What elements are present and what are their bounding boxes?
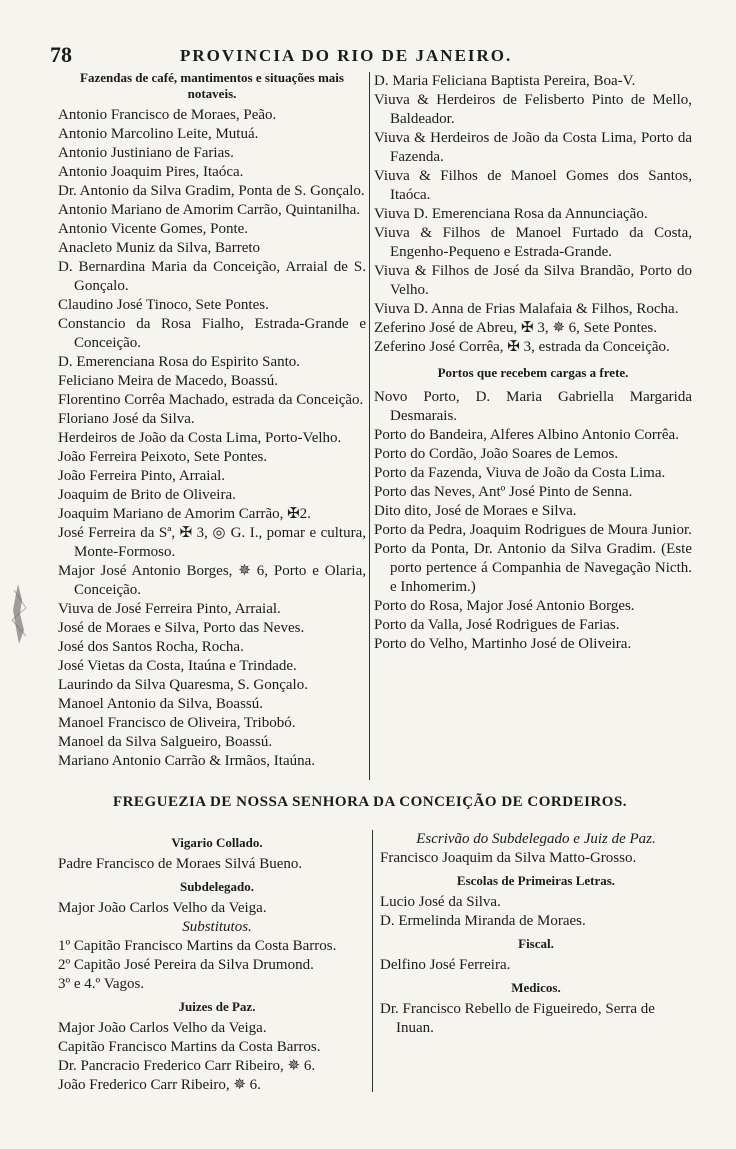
list-item: Dr. Pancracio Frederico Carr Ribeiro, ✵ 6. — [58, 1058, 316, 1074]
list-item: Constancio da Rosa Fialho, Estrada-Grande e Conceição. — [58, 316, 366, 351]
juizes-heading: Juizes de Paz. — [178, 999, 256, 1014]
list-item: Antonio Joaquim Pires, Itaóca. — [58, 164, 244, 180]
subdelegado-name: Major João Carlos Velho da Veiga. — [58, 900, 267, 916]
parish-title: FREGUEZIA DE NOSSA SENHORA DA CONCEIÇÃO DE CORDEIROS. — [112, 794, 628, 810]
list-item: D. Maria Feliciana Baptista Pereira, Boa-V. — [374, 73, 636, 89]
list-item: Porto do Velho, Martinho José de Oliveira. — [374, 636, 632, 652]
list-item: D. Bernardina Maria da Conceição, Arraial de S. Gonçalo. — [58, 259, 366, 294]
list-item: Manoel Antonio da Silva, Boassú. — [58, 696, 263, 712]
list-item: Capitão Francisco Martins da Costa Barros. — [58, 1039, 321, 1055]
column-divider — [372, 830, 373, 1092]
list-item: Zeferino José de Abreu, ✠ 3, ✵ 6, Sete Pontes. — [374, 320, 658, 336]
list-item: Porto da Valla, José Rodrigues de Farias. — [374, 617, 620, 633]
list-item: Viuva D. Emerenciana Rosa da Annunciação. — [374, 206, 648, 222]
list-item: Herdeiros de João da Costa Lima, Porto-Velho. — [58, 430, 342, 446]
list-item: Viuva de José Ferreira Pinto, Arraial. — [58, 601, 281, 617]
list-item: Manoel da Silva Salgueiro, Boassú. — [58, 734, 273, 750]
estates-heading: Fazendas de café, mantimentos e situações mais notaveis. — [80, 70, 344, 101]
column-divider — [369, 72, 370, 780]
list-item: Florentino Corrêa Machado, estrada da Conceição. — [58, 392, 364, 408]
list-item: Dito dito, José de Moraes e Silva. — [374, 503, 577, 519]
list-item: Antonio Justiniano de Farias. — [58, 145, 234, 161]
list-item: Antonio Marcolino Leite, Mutuá. — [58, 126, 259, 142]
list-item: José Ferreira da Sª, ✠ 3, ◎ G. I., pomar e cultura, Monte-Formoso. — [58, 525, 366, 560]
list-item: Porto do Cordão, João Soares de Lemos. — [374, 446, 619, 462]
escolas-heading: Escolas de Primeiras Letras. — [456, 873, 616, 888]
list-item: Porto da Ponta, Dr. Antonio da Silva Gradim. (Este porto pertence á Companhia de Navegação Nicth. e Inhomerim.) — [374, 541, 692, 595]
list-item: Viuva & Filhos de José da Silva Brandão, Porto do Velho. — [374, 263, 692, 298]
list-item: Antonio Mariano de Amorim Carrão, Quintanilha. — [58, 202, 361, 218]
list-item: Viuva & Filhos de Manoel Gomes dos Santos, Itaóca. — [374, 168, 692, 203]
list-item: 1º Capitão Francisco Martins da Costa Barros. — [58, 938, 337, 954]
medicos-name: Dr. Francisco Rebello de Figueiredo, Serra de Inuan. — [380, 1001, 655, 1036]
list-item: 3º e 4.º Vagos. — [58, 976, 145, 992]
estates-continued-column — [374, 72, 692, 654]
list-item: Zeferino José Corrêa, ✠ 3, estrada da Conceição. — [374, 339, 670, 355]
library-stamp-mark — [4, 580, 34, 648]
escrivao-heading: Escrivão do Subdelegado e Juiz de Paz. — [416, 831, 656, 847]
list-item: 2º Capitão José Pereira da Silva Drumond. — [58, 957, 314, 973]
medicos-heading: Medicos. — [511, 980, 561, 995]
list-item: Claudino José Tinoco, Sete Pontes. — [58, 297, 269, 313]
list-item: Dr. Antonio da Silva Gradim, Ponta de S. Gonçalo. — [58, 183, 365, 199]
vigario-heading: Vigario Collado. — [171, 835, 263, 850]
list-item: Major José Antonio Borges, ✵ 6, Porto e Olaria, Conceição. — [58, 563, 366, 598]
list-item: Porto do Rosa, Major José Antonio Borges. — [374, 598, 635, 614]
list-item: Manoel Francisco de Oliveira, Tribobó. — [58, 715, 296, 731]
substitutos-heading: Substitutos. — [182, 919, 252, 935]
list-item: João Ferreira Pinto, Arraial. — [58, 468, 226, 484]
parish-services-column — [380, 830, 692, 1038]
page-number: 78 — [50, 42, 72, 67]
list-item: D. Emerenciana Rosa do Espirito Santo. — [58, 354, 301, 370]
list-item: Mariano Antonio Carrão & Irmãos, Itaúna. — [58, 753, 316, 769]
list-item: José de Moraes e Silva, Porto das Neves. — [58, 620, 305, 636]
list-item: Novo Porto, D. Maria Gabriella Margarida Desmarais. — [374, 389, 692, 424]
list-item: Viuva D. Anna de Frias Malafaia & Filhos, Rocha. — [374, 301, 679, 317]
ports-heading: Portos que recebem cargas a frete. — [437, 365, 629, 380]
parish-officials-column — [58, 830, 376, 1095]
list-item: Porto da Pedra, Joaquim Rodrigues de Moura Junior. — [374, 522, 692, 538]
fiscal-heading: Fiscal. — [518, 936, 554, 951]
list-item: D. Ermelinda Miranda de Moraes. — [380, 913, 586, 929]
list-item: João Frederico Carr Ribeiro, ✵ 6. — [58, 1077, 261, 1093]
list-item: Laurindo da Silva Quaresma, S. Gonçalo. — [58, 677, 308, 693]
list-item: Floriano José da Silva. — [58, 411, 195, 427]
list-item: José Vietas da Costa, Itaúna e Trindade. — [58, 658, 297, 674]
list-item: Porto das Neves, Antº José Pinto de Senna. — [374, 484, 633, 500]
list-item: Antonio Francisco de Moraes, Peão. — [58, 107, 277, 123]
list-item: Porto da Fazenda, Viuva de João da Costa Lima. — [374, 465, 666, 481]
fiscal-name: Delfino José Ferreira. — [380, 957, 511, 973]
list-item: Viuva & Herdeiros de Felisberto Pinto de Mello, Baldeador. — [374, 92, 692, 127]
page-header — [30, 42, 690, 72]
escrivao-name: Francisco Joaquim da Silva Matto-Grosso. — [380, 850, 637, 866]
list-item: Lucio José da Silva. — [380, 894, 501, 910]
list-item: Feliciano Meira de Macedo, Boassú. — [58, 373, 278, 389]
list-item: Major João Carlos Velho da Veiga. — [58, 1020, 267, 1036]
subdelegado-heading: Subdelegado. — [179, 879, 255, 894]
list-item: José dos Santos Rocha, Rocha. — [58, 639, 244, 655]
list-item: Anacleto Muniz da Silva, Barreto — [58, 240, 261, 256]
list-item: Viuva & Filhos de Manoel Furtado da Costa, Engenho-Pequeno e Estrada-Grande. — [374, 225, 692, 260]
list-item: Porto do Bandeira, Alferes Albino Antonio Corrêa. — [374, 427, 679, 443]
list-item: Antonio Vicente Gomes, Ponte. — [58, 221, 249, 237]
list-item: Joaquim Mariano de Amorim Carrão, ✠2. — [58, 506, 311, 522]
estates-column — [58, 70, 366, 771]
list-item: João Ferreira Peixoto, Sete Pontes. — [58, 449, 268, 465]
running-head: PROVINCIA DO RIO DE JANEIRO. — [180, 46, 513, 65]
list-item: Joaquim de Brito de Oliveira. — [58, 487, 236, 503]
vigario-name: Padre Francisco de Moraes Silvá Bueno. — [58, 856, 303, 872]
list-item: Viuva & Herdeiros de João da Costa Lima, Porto da Fazenda. — [374, 130, 692, 165]
